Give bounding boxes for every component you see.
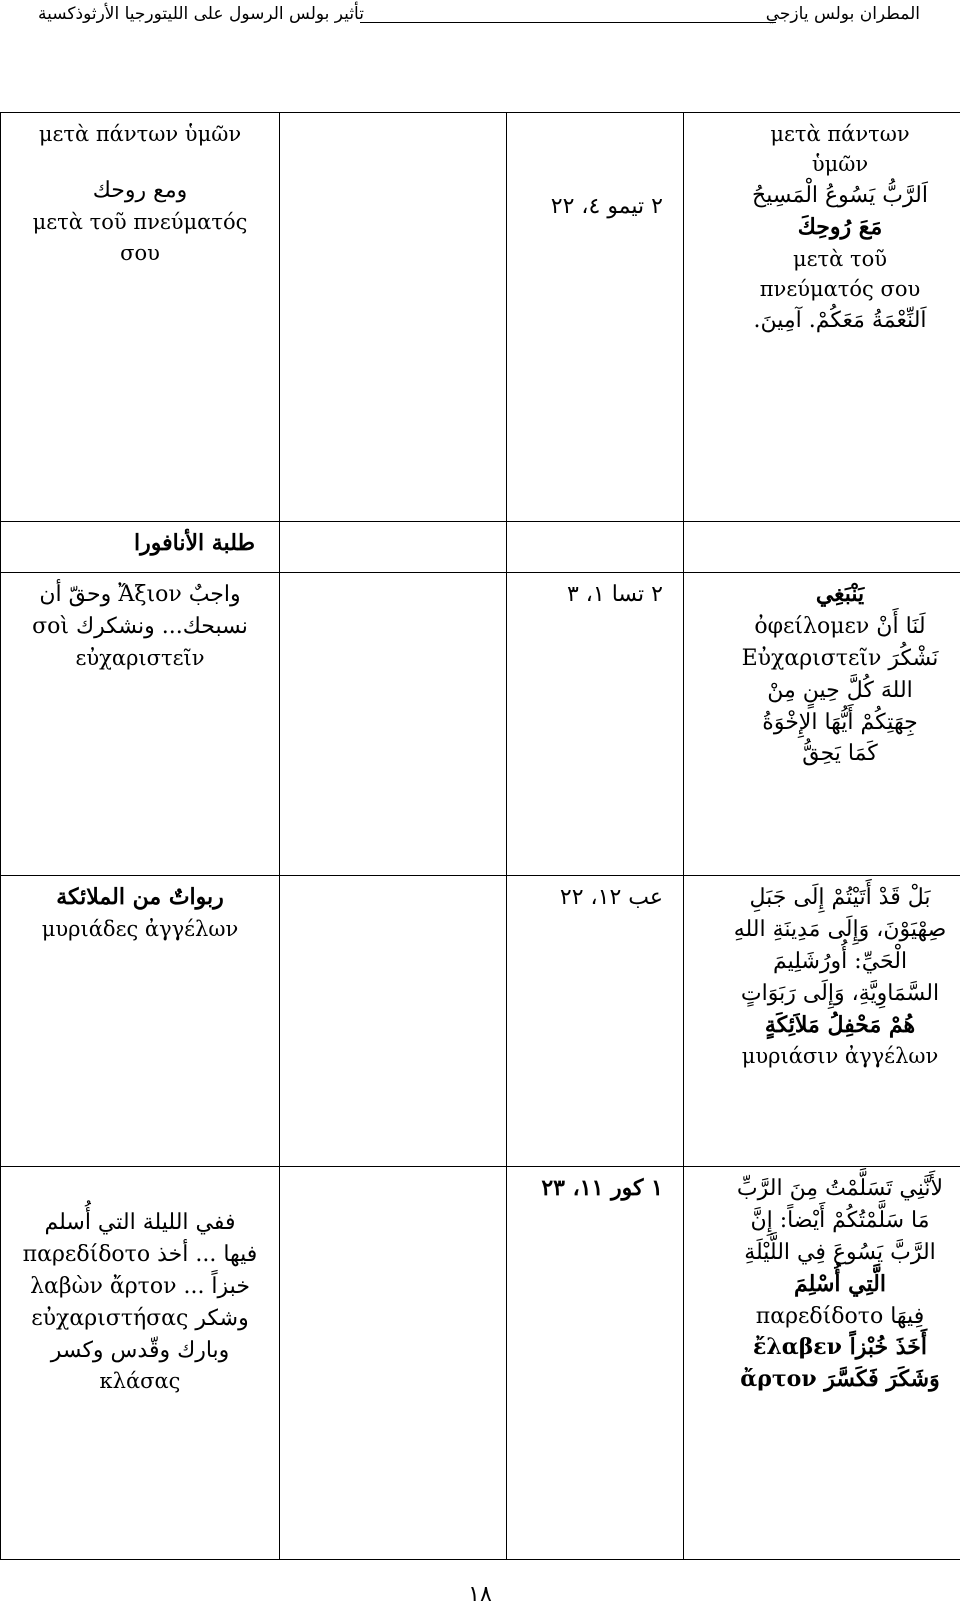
liturgy-cell (1, 1167, 280, 1560)
liturgy-line: ففي الليلة التي أُسلم (44, 1210, 236, 1235)
paul-cell (684, 876, 960, 1167)
empty-cell (280, 1167, 507, 1560)
liturgy-line: فيها ... أخذ παρεδίδοτο (22, 1241, 258, 1267)
comparison-table (0, 112, 960, 1560)
paul-line: الَّتِي أُسْلِمَ (794, 1270, 886, 1297)
reference-cell (507, 876, 684, 1167)
paul-line: كَمَا يَحِقُّ (802, 741, 878, 767)
header-rule (360, 22, 776, 23)
liturgy-cell (1, 573, 280, 876)
empty-cell (280, 522, 507, 573)
empty-cell (507, 522, 684, 573)
paul-line: اَلرَّبُّ يَسُوعُ الْمَسِيحُ (752, 182, 928, 208)
liturgy-line: μυριάδες ἀγγέλων (41, 916, 239, 941)
paul-line: μυριάσιν ἀγγέλων (741, 1044, 939, 1069)
paul-line: يَنْبَغِي (815, 581, 865, 607)
paul-line: اَلنِّعْمَةُ مَعَكُمْ. آمِينَ. (753, 307, 927, 333)
table-row (1, 522, 960, 573)
paul-line: هُمْ مَحْفِلُ مَلاَئِكَةٍ (764, 1011, 916, 1038)
reference-cell (507, 113, 684, 522)
paul-line: μετὰ τοῦ πνεύματός σου (759, 246, 921, 302)
empty-cell (684, 522, 960, 573)
reference-text: ١ كور ١١، ٢٣ (541, 1175, 663, 1201)
paul-line: فِيهَا παρεδίδοτο (755, 1303, 925, 1329)
liturgy-line: واجبٌ Ἄξιον وحقّ أن (39, 582, 241, 607)
reference-text: ٢ تيمو ٤، ٢٢ (550, 194, 663, 219)
paul-line: لأَنَّنِي تَسَلَّمْتُ مِنَ الرَّبِّ (736, 1176, 944, 1201)
paul-line: اللهَ كُلَّ حِينٍ مِنْ (767, 677, 913, 703)
page-number: ١٨ (468, 1582, 492, 1607)
paul-line: الرَّبَّ يَسُوعَ فِي اللَّيْلَةِ (744, 1239, 936, 1265)
liturgy-line: κλάσας (99, 1369, 181, 1394)
paul-line: الْحَيِّ: أُورُشَلِيمَ (772, 948, 908, 974)
paul-line: لَنَا أَنْ ὀφείλομεν (754, 613, 926, 639)
paul-line: مَعَ رُوحِكَ (797, 213, 883, 240)
paul-line: جِهَتِكُمْ أَيُّهَا الإِخْوَةُ (762, 709, 918, 735)
table-row (1, 1167, 960, 1560)
empty-cell (280, 573, 507, 876)
paul-cell (684, 573, 960, 876)
liturgy-line: ربواتٌ من الملائكة (56, 884, 224, 910)
liturgy-line: وبارك وقّدس وكسر (50, 1337, 230, 1363)
reference-text: عب ١٢، ٢٢ (559, 885, 663, 910)
liturgy-line: μετὰ τοῦ πνεύματός σου (32, 210, 248, 265)
paul-line: السَّمَاوِيَّةِ، وَإِلَى رَبَوَاتٍ (740, 980, 940, 1006)
paul-line: نَشْكُرَ Εὐχαριστεῖν (741, 645, 939, 671)
reference-cell (507, 1167, 684, 1560)
liturgy-line: εὐχαριστεῖν (75, 645, 205, 670)
paul-line: صِهْيَوْنَ، وَإِلَى مَدِينَةِ اللهِ (733, 916, 947, 942)
empty-cell (280, 113, 507, 522)
section-title-cell (1, 522, 280, 573)
page-header (0, 0, 960, 40)
header-author: المطران بولس يازجي (765, 4, 920, 24)
paul-line: أَخَذَ خُبْزاً ἔλαβεν (752, 1334, 928, 1361)
table-row (1, 876, 960, 1167)
paul-cell (684, 113, 960, 522)
liturgy-line: وشكر εὐχαριστήσας (31, 1305, 249, 1331)
liturgy-cell (1, 113, 280, 522)
liturgy-cell (1, 876, 280, 1167)
table-row (1, 113, 960, 522)
paul-line: مَا سَلَّمْتُكُمْ أَيْضاً: إِنَّ (750, 1207, 930, 1233)
liturgy-line: خبزاً ... λαβὼν ἄρτον (30, 1273, 250, 1299)
reference-cell (507, 573, 684, 876)
paul-line: μετὰ πάντων ὑμῶν (770, 122, 910, 177)
reference-text: ٢ تسا ١، ٣ (566, 582, 663, 607)
paul-cell (684, 1167, 960, 1560)
header-title: تأثير بولس الرسول على الليتورجيا الأرثوذكسية (38, 4, 364, 24)
table-row (1, 573, 960, 876)
liturgy-line: μετὰ πάντων ὑμῶν (38, 122, 242, 146)
empty-cell (280, 876, 507, 1167)
liturgy-line: نسبحك... ونشكرك σοὶ (32, 613, 248, 639)
section-title: طلبة الأنافورا (134, 530, 255, 556)
liturgy-line: ومع روحك (92, 178, 188, 204)
paul-line: وَشَكَرَ فَكَسَّرَ ἄρτον (740, 1366, 940, 1393)
paul-line: بَلْ قَدْ أَتَيْتُمْ إِلَى جَبَلِ (749, 885, 931, 910)
